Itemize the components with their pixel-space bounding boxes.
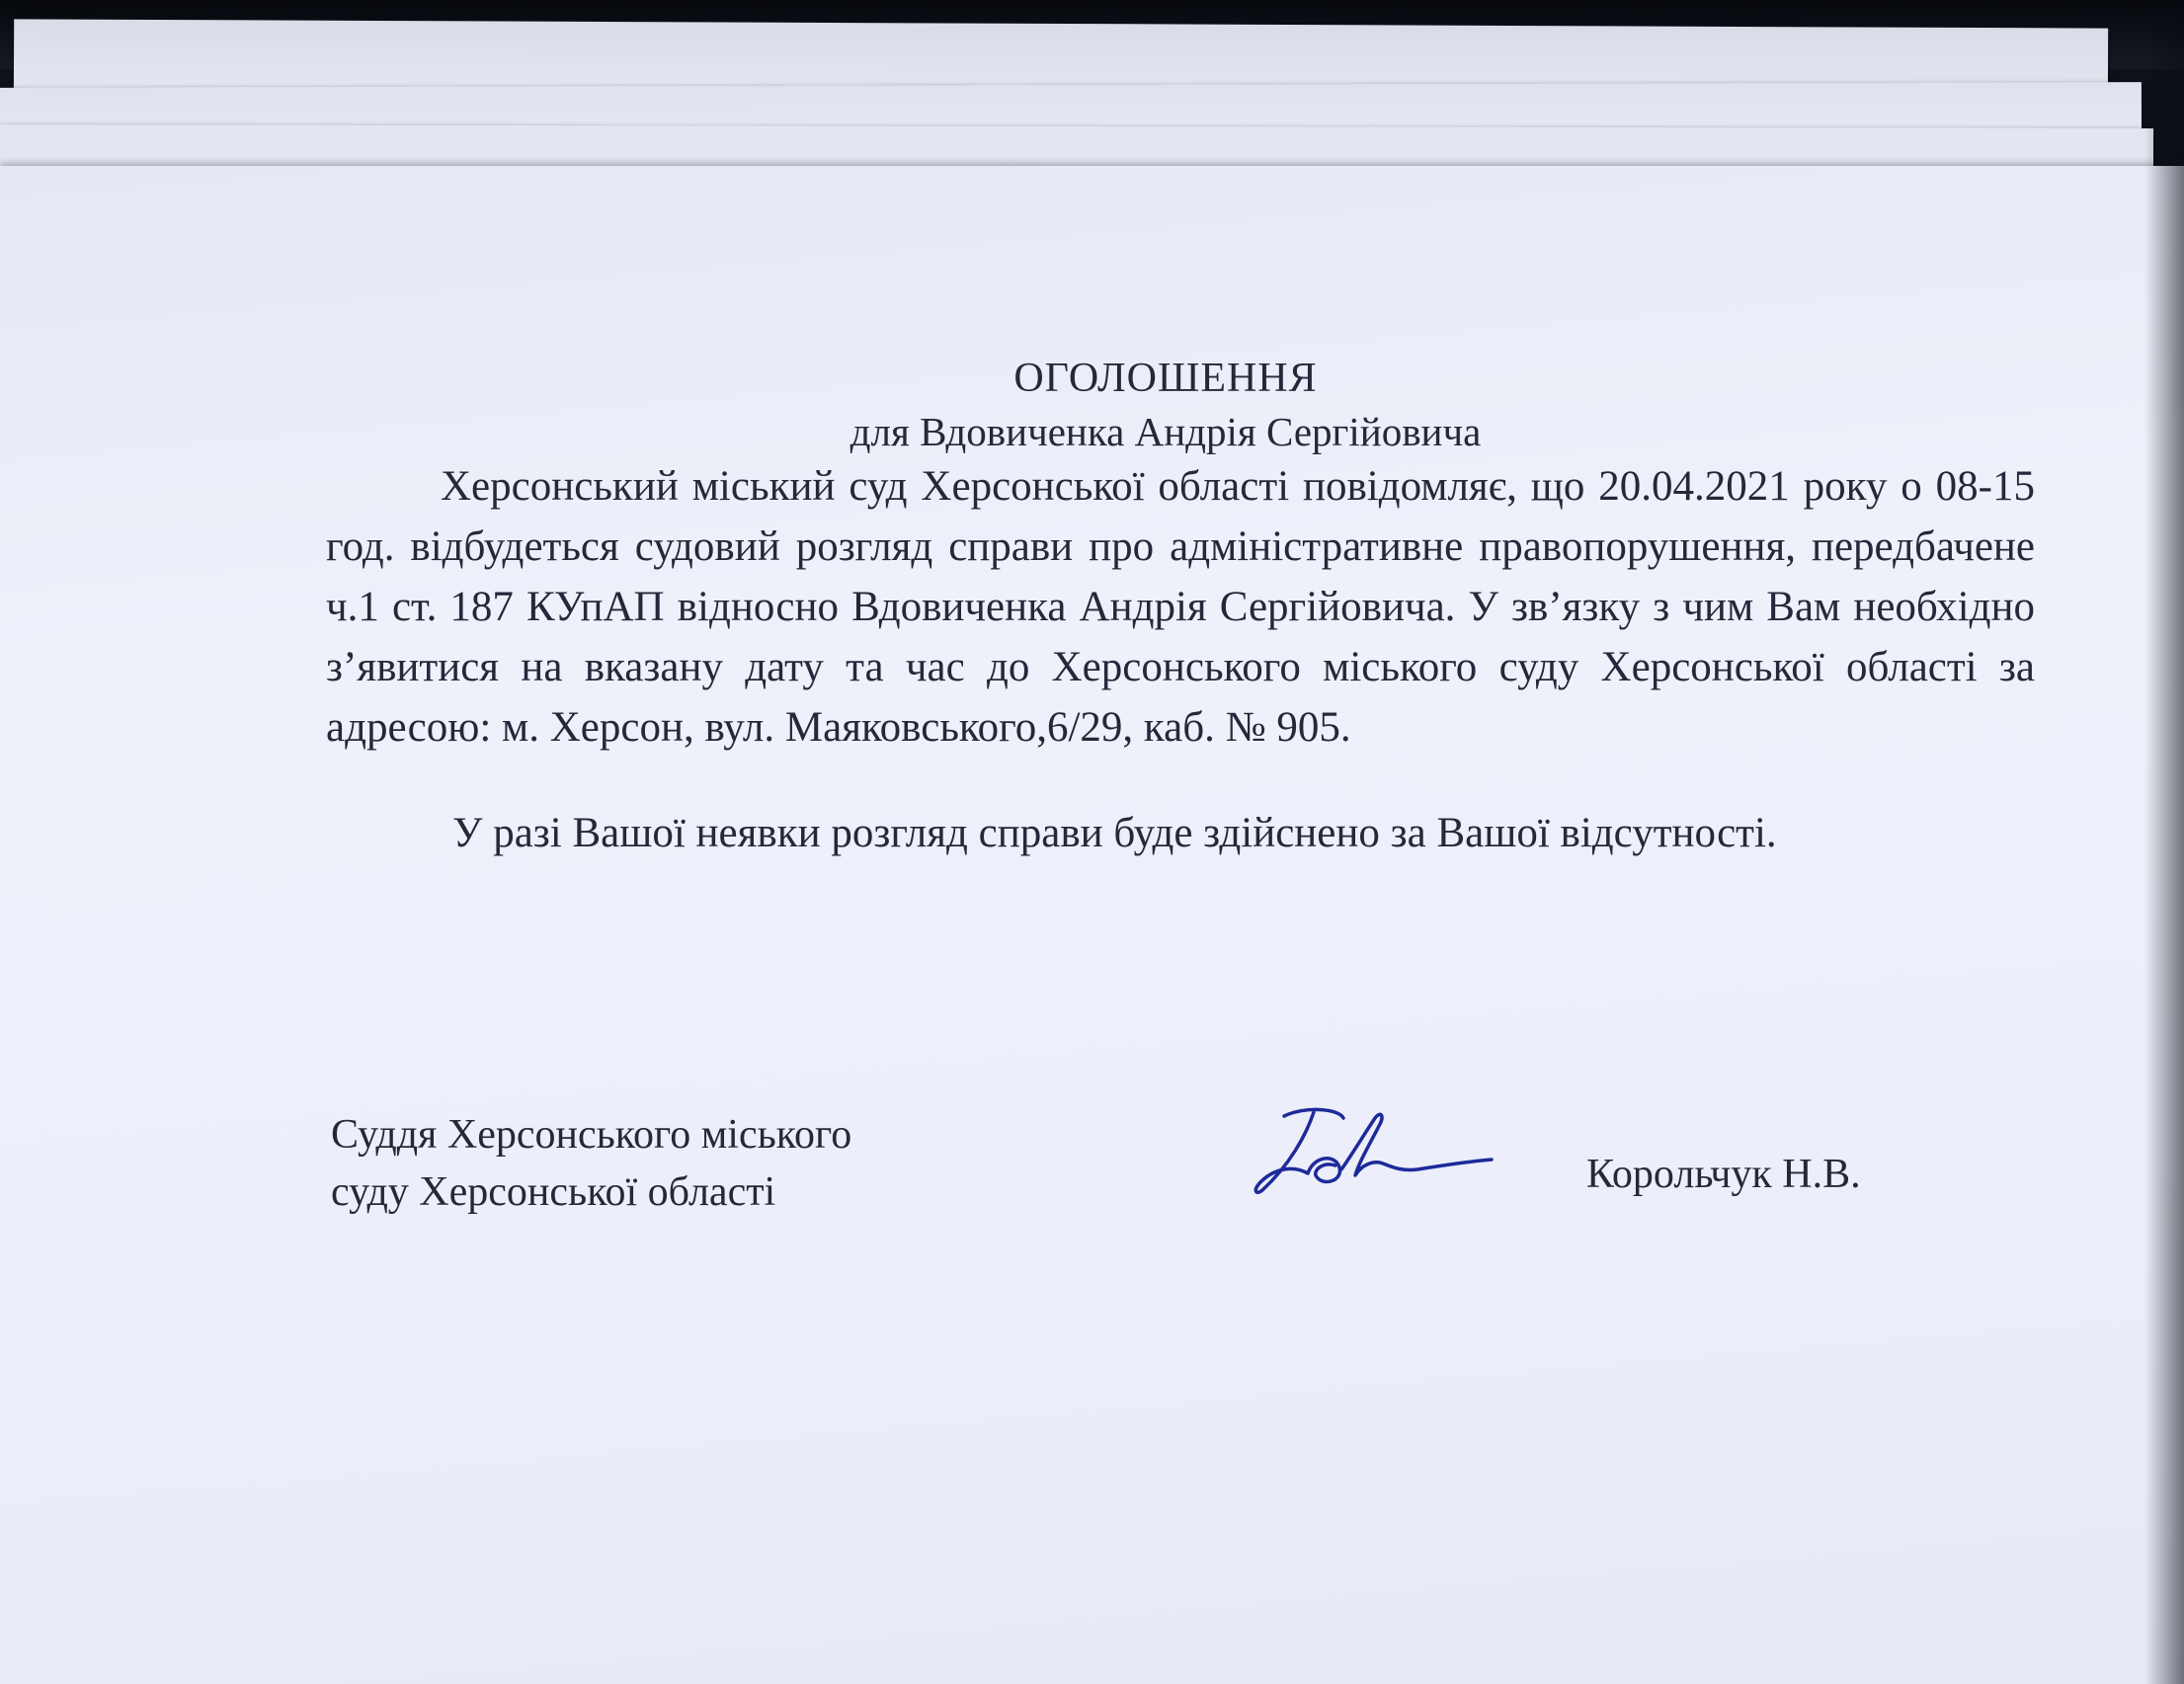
handwritten-signature — [1245, 1096, 1501, 1205]
document-title: ОГОЛОШЕННЯ — [1013, 356, 1318, 401]
document-closing: У разі Вашої неявки розгляд справи буде здійснено за Вашої відсутності. — [452, 810, 1777, 856]
judge-title-line: Суддя Херсонського міського — [331, 1112, 852, 1158]
judge-name: Корольчук Н.В. — [1586, 1152, 1861, 1197]
judge-title-line: суду Херсонської області — [331, 1169, 776, 1215]
shadow-edge — [2144, 0, 2184, 1684]
document-body: Херсонський міський суд Херсонської області повідомляє, що 20.04.2021 року о 08-15 год. відбудеться судовий розгляд справи про адміністративне правопорушення, передбачене ч.1 ст. 187 КУпАП відносно Вдовиченка Андрія Сергійовича. У зв’язку з чим Вам необхідно з’явитися на вказану дату та час до Херсонського міського суду Херсонської області за адресою: м. Херсон, вул. Маяковського,6/29, каб. № 905. — [326, 463, 2035, 751]
judge-title — [331, 1106, 851, 1221]
document-addressee: для Вдовиченка Андрія Сергійовича — [849, 409, 1482, 454]
